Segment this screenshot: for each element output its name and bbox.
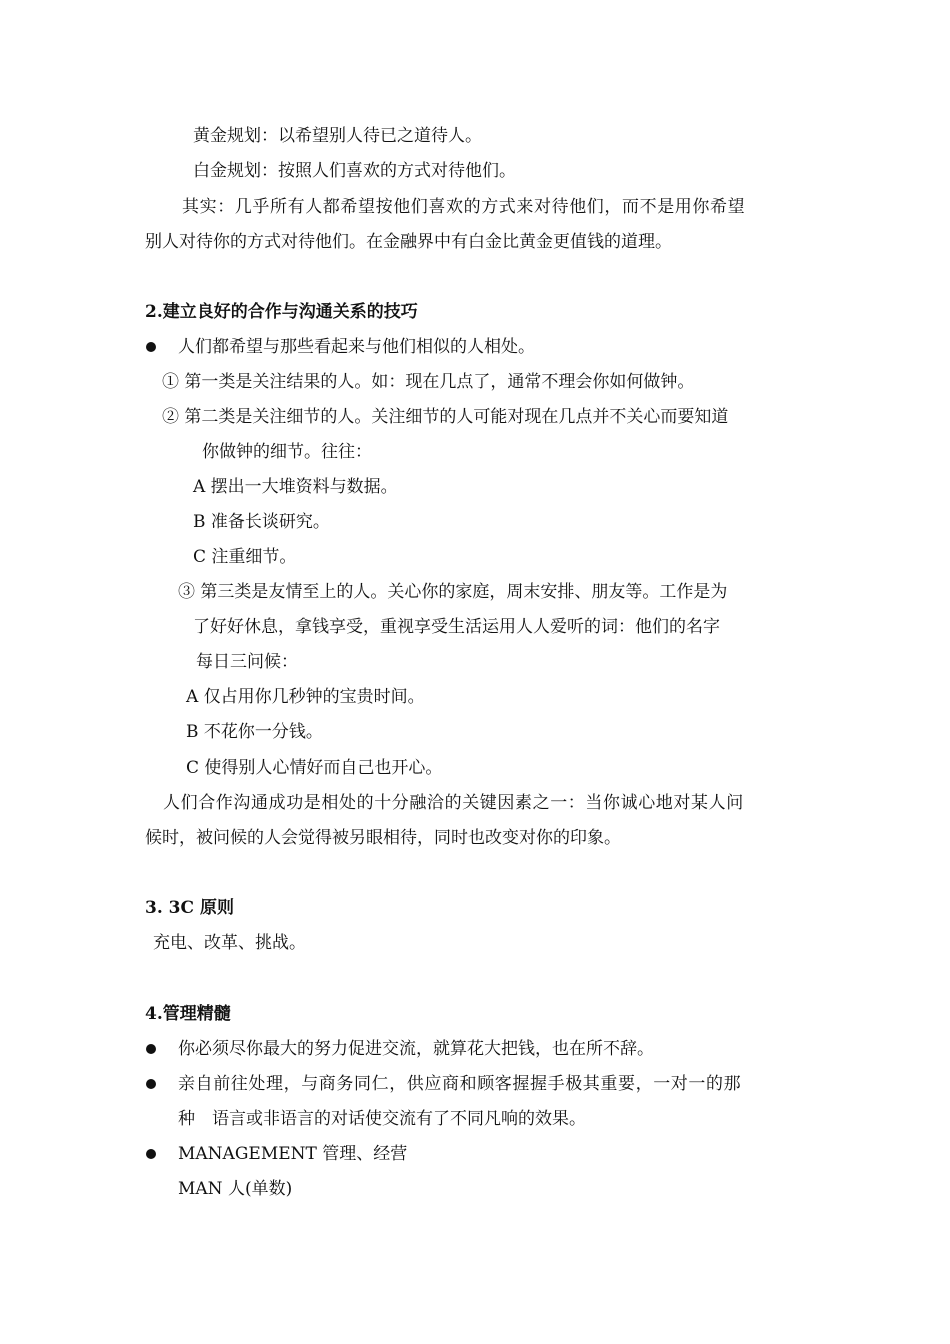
type-3-line-2: 了好好休息，拿钱享受，重视享受生活运用人人爱听的词：他们的名字 <box>193 617 720 637</box>
type-3-line-3: 每日三问候： <box>196 652 298 672</box>
summary-line-1: 人们合作沟通成功是相处的十分融洽的关键因素之一：当你诚心地对某人问 <box>163 793 744 813</box>
section-2-bullet-1: 人们都希望与那些看起来与他们相似的人相处。 <box>178 337 535 357</box>
type-2-item-b: B 准备长谈研究。 <box>193 512 330 532</box>
summary-line-2: 候时，被问候的人会觉得被另眼相待，同时也改变对你的印象。 <box>145 828 621 848</box>
note-line-2: 别人对待你的方式对待他们。在金融界中有白金比黄金更值钱的道理。 <box>145 232 672 252</box>
type-2-line-1: ② 第二类是关注细节的人。关注细节的人可能对现在几点并不关心而要知道 <box>162 407 729 427</box>
bullet-icon <box>146 342 156 352</box>
bullet-icon <box>146 1149 156 1159</box>
section-2-heading: 2.建立良好的合作与沟通关系的技巧 <box>145 302 418 322</box>
section-4-bullet-2-line-2: 种 语言或非语言的对话使交流有了不同凡响的效果。 <box>178 1109 586 1129</box>
bullet-icon <box>146 1079 156 1089</box>
type-3-item-b: B 不花你一分钱。 <box>186 722 323 742</box>
section-4-bullet-3: MANAGEMENT 管理、经营 <box>178 1144 408 1164</box>
type-3-line-1: ③ 第三类是友情至上的人。关心你的家庭，周末安排、朋友等。工作是为 <box>178 582 728 602</box>
man-definition: MAN 人(单数) <box>178 1179 293 1199</box>
type-2-item-a: A 摆出一大堆资料与数据。 <box>193 477 398 497</box>
type-3-item-c: C 使得别人心情好而自己也开心。 <box>186 758 443 778</box>
section-4-bullet-1: 你必须尽你最大的努力促进交流，就算花大把钱，也在所不辞。 <box>178 1039 654 1059</box>
type-2-item-c: C 注重细节。 <box>193 547 297 567</box>
type-1-text: ① 第一类是关注结果的人。如：现在几点了，通常不理会你如何做钟。 <box>162 372 695 392</box>
bullet-icon <box>146 1044 156 1054</box>
type-3-item-a: A 仅占用你几秒钟的宝贵时间。 <box>186 687 425 707</box>
type-2-line-2: 你做钟的细节。往往： <box>202 442 372 462</box>
platinum-rule-text: 白金规划：按照人们喜欢的方式对待他们。 <box>193 161 516 181</box>
note-line-1: 其实：几乎所有人都希望按他们喜欢的方式来对待他们，而不是用你希望 <box>182 197 746 217</box>
section-4-bullet-2-line-1: 亲自前往处理，与商务同仁，供应商和顾客握握手极其重要，一对一的那 <box>178 1074 742 1094</box>
section-4-heading: 4.管理精髓 <box>145 1004 231 1024</box>
section-3-heading: 3. 3C 原则 <box>145 898 234 918</box>
golden-rule-text: 黄金规划：以希望别人待已之道待人。 <box>193 126 482 146</box>
section-3-text: 充电、改革、挑战。 <box>153 933 306 953</box>
